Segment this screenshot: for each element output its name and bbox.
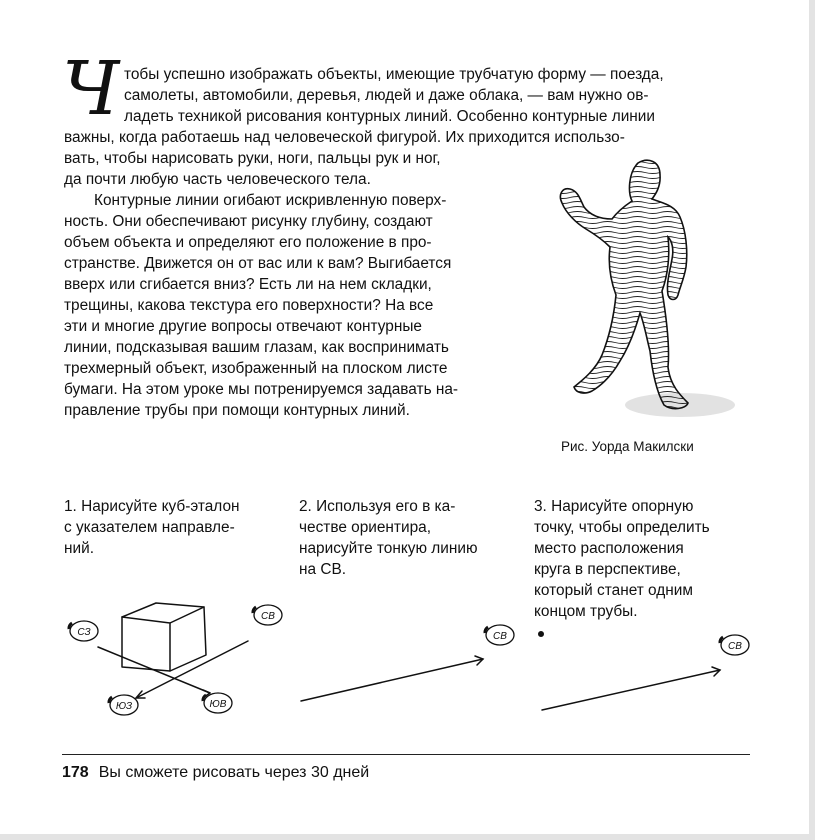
text-line: эти и многие другие вопросы отвечают контурные xyxy=(64,318,422,335)
step-text-line: 3. Нарисуйте опорную xyxy=(534,498,694,515)
step-text-line: на СВ. xyxy=(299,561,346,578)
step-text-line: точку, чтобы определить xyxy=(534,519,710,536)
figure-silhouette xyxy=(560,160,688,408)
cube-front-face xyxy=(122,617,170,671)
step-text-line: место расположения xyxy=(534,540,684,557)
step-text-line: с указателем направле- xyxy=(64,519,235,536)
direction-label-ne xyxy=(253,605,282,625)
text-line: вать, чтобы нарисовать руки, ноги, пальцы рук и ног, xyxy=(64,150,441,167)
direction-text: СВ xyxy=(728,641,742,652)
cube-side-face xyxy=(170,607,206,671)
text-line: объем объекта и определяют его положение в про- xyxy=(64,234,432,251)
step-text-line: ний. xyxy=(64,540,94,557)
text-line: бумаги. На этом уроке мы потренируемся задавать на- xyxy=(64,381,459,398)
text-line: трехмерный объект, изображенный на плоском листе xyxy=(64,360,448,377)
text-line: Контурные линии огибают искривленную поверх- xyxy=(94,192,447,209)
figure-caption: Рис. Уорда Макилски xyxy=(561,439,694,454)
footer-rule xyxy=(62,754,750,755)
direction-label-se xyxy=(203,693,232,713)
guide-line xyxy=(301,659,483,701)
direction-text: СЗ xyxy=(77,627,91,638)
guide-line xyxy=(542,670,720,710)
text-line: да почти любую часть человеческого тела. xyxy=(64,171,371,188)
direction-text: ЮЗ xyxy=(115,701,133,712)
drop-cap: Ч xyxy=(62,46,120,132)
anchor-point-drawing xyxy=(530,620,760,720)
text-line: правление трубы при помощи контурных линий. xyxy=(64,402,410,419)
anchor-point xyxy=(538,631,544,637)
page-footer xyxy=(62,762,369,784)
step-text-line: круга в перспективе, xyxy=(534,561,681,578)
cube-top-face xyxy=(122,603,204,623)
step-text-line: нарисуйте тонкую линию xyxy=(299,540,478,557)
step-text-line: 1. Нарисуйте куб-эталон xyxy=(64,498,240,515)
ne-guide-line-drawing xyxy=(295,615,525,715)
step-text-line: концом трубы. xyxy=(534,603,638,620)
page-number: 178 xyxy=(62,764,89,781)
text-line: вверх или сгибается вниз? Есть ли на нем складки, xyxy=(64,276,432,293)
text-line: тобы успешно изображать объекты, имеющие трубчатую форму — поезда, xyxy=(124,66,664,83)
direction-text: СВ xyxy=(261,611,275,622)
text-line: ладеть техникой рисования контурных линий. Особенно контурные линии xyxy=(124,108,655,125)
step-text-line: 2. Используя его в ка- xyxy=(299,498,456,515)
book-title: Вы сможете рисовать через 30 дней xyxy=(98,764,370,781)
text-line: ность. Они обеспечивают рисунку глубину, создают xyxy=(64,213,433,230)
direction-label-ne xyxy=(720,635,749,655)
step-text-line: честве ориентира, xyxy=(299,519,431,536)
direction-text: СВ xyxy=(493,631,507,642)
arrow-line-nw-se xyxy=(98,647,210,693)
text-line: странстве. Движется он от вас или к вам? Выгибается xyxy=(64,255,452,272)
direction-label-ne xyxy=(485,625,514,645)
direction-label-nw xyxy=(69,621,98,641)
step-text-line: который станет одним xyxy=(534,582,693,599)
text-line: трещины, какова текстура его поверхности? На все xyxy=(64,297,434,314)
direction-text: ЮВ xyxy=(209,699,227,710)
text-line: самолеты, автомобили, деревья, людей и даже облака, — вам нужно ов- xyxy=(124,87,649,104)
contour-figure-illustration xyxy=(540,155,770,435)
text-line: важны, когда работаешь над человеческой фигурой. Их приходится использо- xyxy=(64,129,625,146)
direction-label-sw xyxy=(109,695,138,715)
text-line: линии, подсказывая вашим глазам, как воспринимать xyxy=(64,339,449,356)
reference-cube-drawing xyxy=(60,595,290,725)
